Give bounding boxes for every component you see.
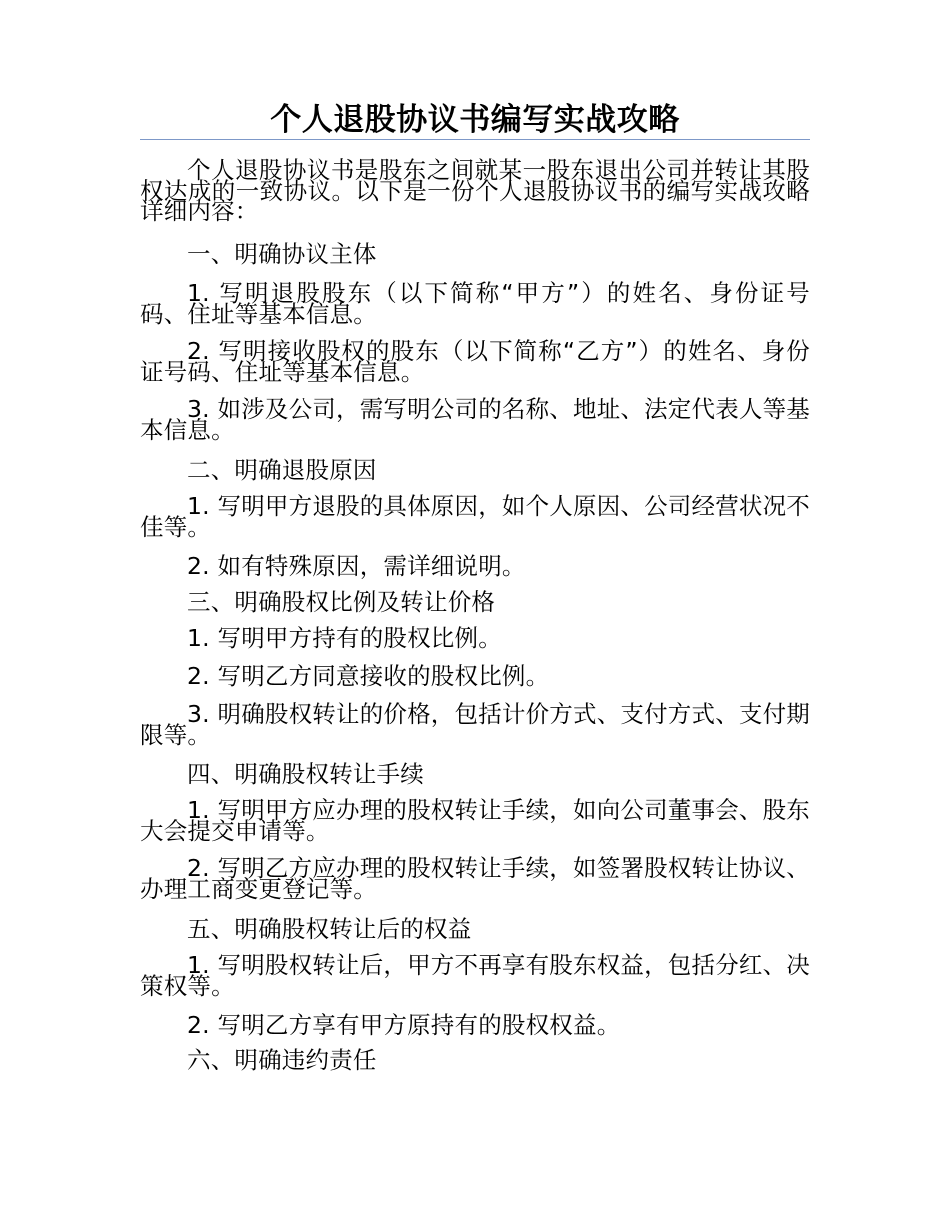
section-heading-3: 三、明确股权比例及转让价格 <box>187 588 496 616</box>
section-heading-2: 二、明确退股原因 <box>187 456 377 484</box>
intro-paragraph: 个人退股协议书是股东之间就某一股东退出公司并转让其股权达成的一致协议。以下是一份个人退股协议书的编写实战攻略详细内容： <box>140 156 810 225</box>
section-2-item-2: 2. 如有特殊原因，需详细说明。 <box>187 552 526 580</box>
section-3-item-1: 1. 写明甲方持有的股权比例。 <box>187 624 502 652</box>
section-1-item-2: 2. 写明接收股权的股东（以下简称“乙方”）的姓名、身份证号码、住址等基本信息。 <box>140 337 810 386</box>
section-4-item-1: 1. 写明甲方应办理的股权转让手续，如向公司董事会、股东大会提交申请等。 <box>140 796 810 845</box>
section-heading-6: 六、明确违约责任 <box>187 1046 377 1074</box>
section-5-item-1: 1. 写明股权转让后，甲方不再享有股东权益，包括分红、决策权等。 <box>140 951 810 1000</box>
title-underline <box>140 139 810 140</box>
section-3-item-3: 3. 明确股权转让的价格，包括计价方式、支付方式、支付期限等。 <box>140 700 810 749</box>
section-1-item-3: 3. 如涉及公司，需写明公司的名称、地址、法定代表人等基本信息。 <box>140 395 810 444</box>
section-heading-1: 一、明确协议主体 <box>187 240 377 268</box>
section-2-item-1: 1. 写明甲方退股的具体原因，如个人原因、公司经营状况不佳等。 <box>140 492 810 541</box>
section-heading-4: 四、明确股权转让手续 <box>187 760 424 788</box>
section-3-item-2: 2. 写明乙方同意接收的股权比例。 <box>187 662 550 690</box>
section-5-item-2: 2. 写明乙方享有甲方原持有的股权权益。 <box>187 1011 621 1039</box>
section-4-item-2: 2. 写明乙方应办理的股权转让手续，如签署股权转让协议、办理工商变更登记等。 <box>140 854 810 903</box>
section-heading-5: 五、明确股权转让后的权益 <box>187 915 472 943</box>
section-1-item-1: 1. 写明退股股东（以下简称“甲方”）的姓名、身份证号码、住址等基本信息。 <box>140 279 810 328</box>
document-title: 个人退股协议书编写实战攻略 <box>270 102 680 138</box>
